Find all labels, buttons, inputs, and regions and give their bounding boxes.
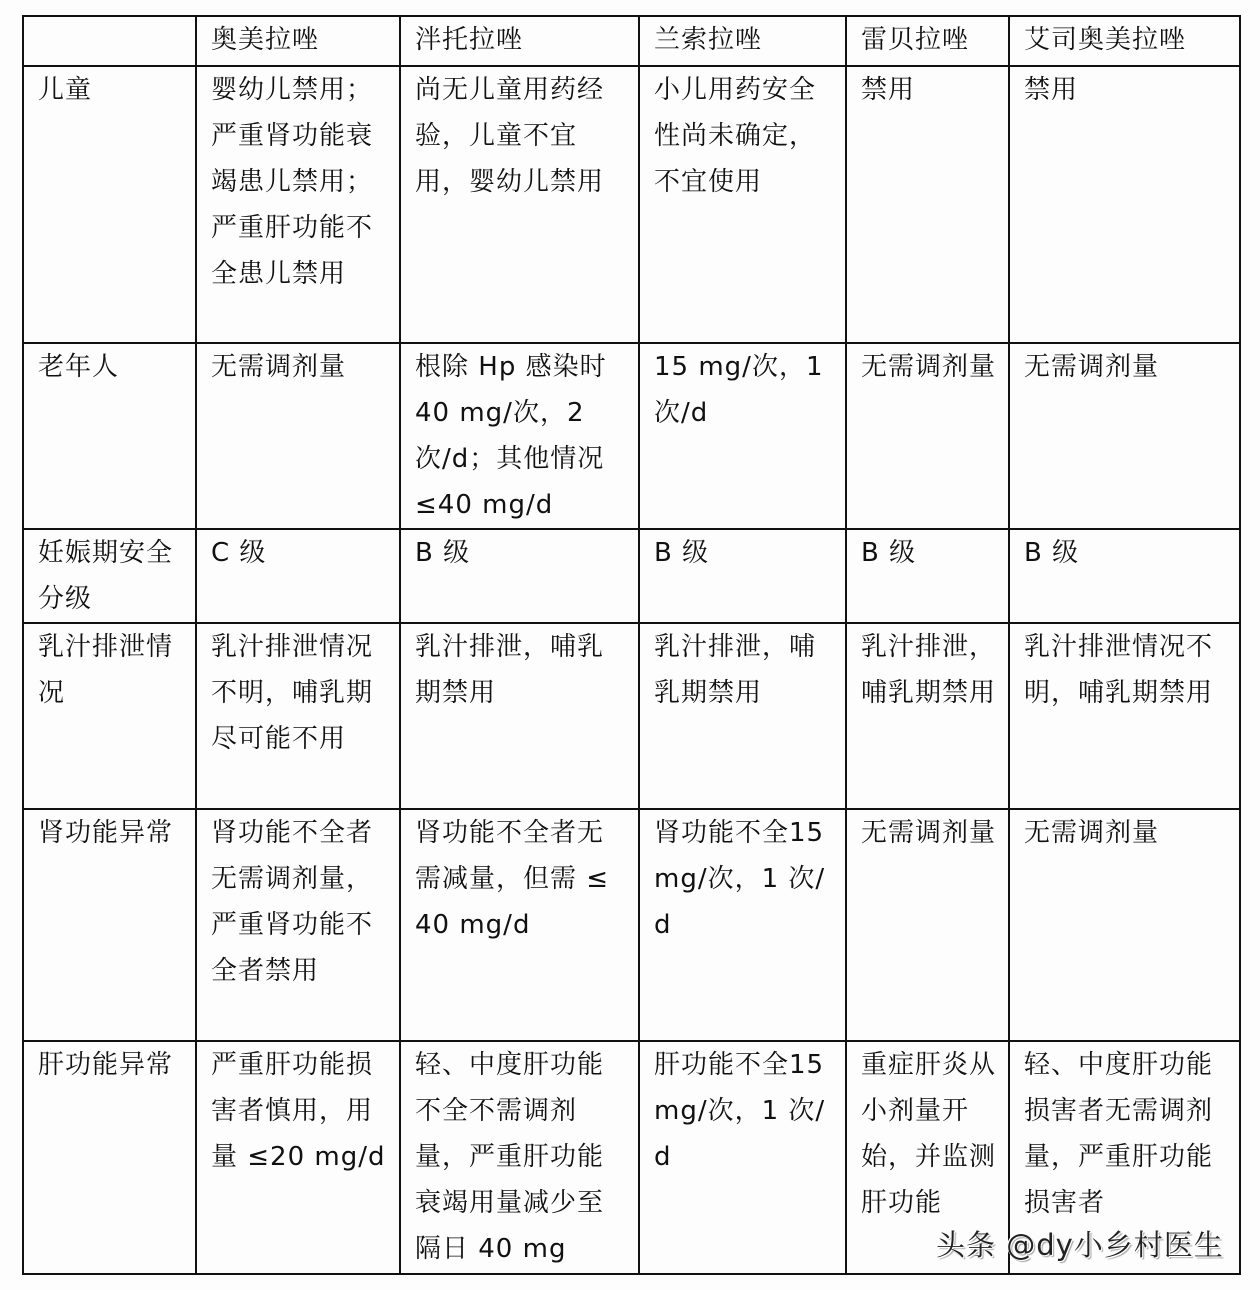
- table-cell: 无需调剂量: [1009, 343, 1240, 529]
- header-lansoprazole: 兰索拉唑: [639, 16, 846, 66]
- table-cell: 15 mg/次，1 次/d: [639, 343, 846, 529]
- table-cell: 根除 Hp 感染时 40 mg/次，2 次/d；其他情况 ≤40 mg/d: [400, 343, 639, 529]
- row-label: 肾功能异常: [23, 809, 196, 1041]
- table-cell: 重症肝炎从小剂量开始，并监测肝功能: [846, 1041, 1009, 1274]
- header-pantoprazole: 泮托拉唑: [400, 16, 639, 66]
- table-cell: 小儿用药安全性尚未确定，不宜使用: [639, 66, 846, 343]
- table-cell: 肾功能不全15 mg/次，1 次/d: [639, 809, 846, 1041]
- table-row-lactation: [23, 623, 1240, 809]
- table-cell: C 级: [196, 529, 400, 623]
- table-cell: 乳汁排泄，哺乳期禁用: [400, 623, 639, 809]
- row-label: 肝功能异常: [23, 1041, 196, 1274]
- table-cell: 禁用: [1009, 66, 1240, 343]
- table-cell: B 级: [846, 529, 1009, 623]
- table-cell: 婴幼儿禁用；严重肾功能衰竭患儿禁用；严重肝功能不全患儿禁用: [196, 66, 400, 343]
- header-row: [23, 16, 1240, 66]
- table-cell: B 级: [1009, 529, 1240, 623]
- ppi-comparison-table: [22, 15, 1241, 1275]
- header-rabeprazole: 雷贝拉唑: [846, 16, 1009, 66]
- table-cell: 肾功能不全者无需调剂量，严重肾功能不全者禁用: [196, 809, 400, 1041]
- table-cell: B 级: [639, 529, 846, 623]
- table-cell: 禁用: [846, 66, 1009, 343]
- row-label: 儿童: [23, 66, 196, 343]
- table-cell: 无需调剂量: [846, 809, 1009, 1041]
- table-cell: 乳汁排泄，哺乳期禁用: [846, 623, 1009, 809]
- table-cell: 肝功能不全15 mg/次，1 次/d: [639, 1041, 846, 1274]
- table-row-pregnancy: [23, 529, 1240, 623]
- table-cell: 乳汁排泄，哺乳期禁用: [639, 623, 846, 809]
- row-label: 乳汁排泄情况: [23, 623, 196, 809]
- table-cell: 尚无儿童用药经验，儿童不宜用，婴幼儿禁用: [400, 66, 639, 343]
- watermark: 头条 @dy小乡村医生: [936, 1228, 1224, 1262]
- table-cell: 无需调剂量: [846, 343, 1009, 529]
- table-row-children: [23, 66, 1240, 343]
- header-esomeprazole: 艾司奥美拉唑: [1009, 16, 1240, 66]
- table-cell: 轻、中度肝功能不全不需调剂量，严重肝功能衰竭用量减少至隔日 40 mg: [400, 1041, 639, 1274]
- table-cell: 无需调剂量: [196, 343, 400, 529]
- header-omeprazole: 奥美拉唑: [196, 16, 400, 66]
- row-label: 妊娠期安全分级: [23, 529, 196, 623]
- row-label: 老年人: [23, 343, 196, 529]
- table-row-elderly: [23, 343, 1240, 529]
- table-row-renal: [23, 809, 1240, 1041]
- table-cell: 严重肝功能损害者慎用，用量 ≤20 mg/d: [196, 1041, 400, 1274]
- table-cell: 乳汁排泄情况不明，哺乳期尽可能不用: [196, 623, 400, 809]
- table-cell: 肾功能不全者无需减量，但需 ≤ 40 mg/d: [400, 809, 639, 1041]
- header-corner: [23, 16, 196, 66]
- table-cell: 轻、中度肝功能损害者无需调剂量，严重肝功能损害者: [1009, 1041, 1240, 1274]
- table-cell: 无需调剂量: [1009, 809, 1240, 1041]
- table-cell: 乳汁排泄情况不明，哺乳期禁用: [1009, 623, 1240, 809]
- table-cell: B 级: [400, 529, 639, 623]
